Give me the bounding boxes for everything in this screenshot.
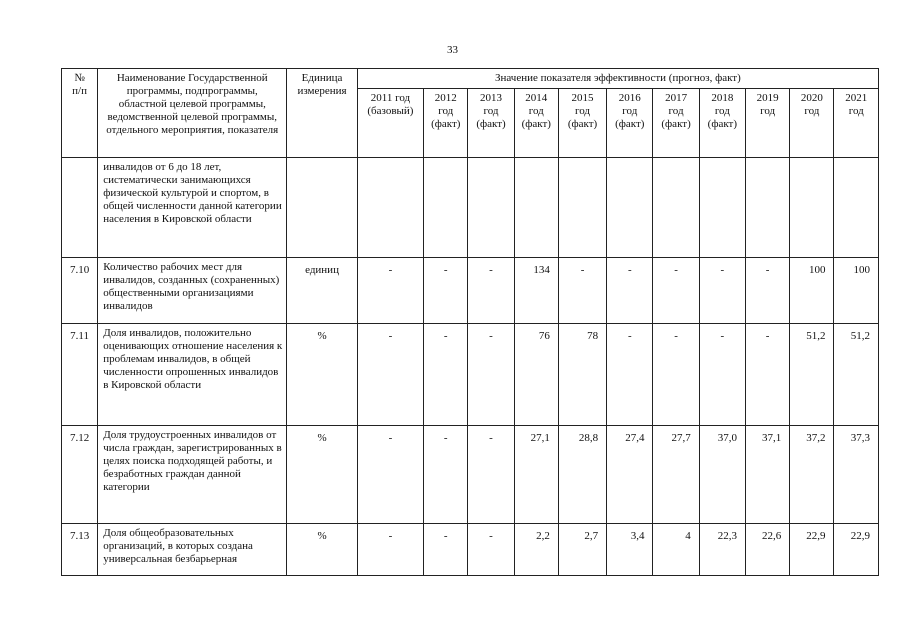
value-cell: -	[607, 258, 653, 324]
header-year: 2012 год (факт)	[424, 89, 468, 158]
value-cell: 51,2	[790, 324, 834, 426]
value-cell: 78	[558, 324, 606, 426]
value-cell: 28,8	[558, 426, 606, 524]
row-number: 7.10	[62, 258, 98, 324]
row-number: 7.11	[62, 324, 98, 426]
value-cell: -	[468, 324, 514, 426]
value-cell: -	[424, 324, 468, 426]
unit-cell: %	[287, 324, 357, 426]
header-year: 2019 год	[745, 89, 789, 158]
value-cell: 22,9	[790, 524, 834, 576]
value-cell: -	[424, 258, 468, 324]
unit-cell	[287, 158, 357, 258]
header-num: № п/п	[62, 69, 98, 158]
value-cell: 51,2	[834, 324, 879, 426]
value-cell	[834, 158, 879, 258]
value-cell: -	[357, 258, 423, 324]
value-cell: 4	[653, 524, 699, 576]
value-cell: -	[653, 258, 699, 324]
header-row	[62, 69, 879, 89]
value-cell	[653, 158, 699, 258]
unit-cell: %	[287, 524, 357, 576]
indicator-name: инвалидов от 6 до 18 лет, систематически занимающихся физической культурой и спортом, в общей численности данной категории населения в Кировской области	[98, 158, 287, 258]
header-year: 2014 год (факт)	[514, 89, 558, 158]
table-row	[62, 524, 879, 576]
value-cell: 27,1	[514, 426, 558, 524]
value-cell: -	[424, 426, 468, 524]
header-year: 2018 год (факт)	[699, 89, 745, 158]
value-cell: 100	[834, 258, 879, 324]
indicator-name: Доля трудоустроенных инвалидов от числа граждан, зарегистрированных в целях поиска подходящей работы, и безработных граждан данной категории	[98, 426, 287, 524]
indicator-name: Доля общеобразовательных организаций, в которых создана универсальная безбарьерная	[98, 524, 287, 576]
table-row	[62, 258, 879, 324]
value-cell: -	[468, 524, 514, 576]
value-cell: 134	[514, 258, 558, 324]
value-cell	[558, 158, 606, 258]
value-cell: 37,2	[790, 426, 834, 524]
value-cell: 27,4	[607, 426, 653, 524]
row-number: 7.13	[62, 524, 98, 576]
value-cell: -	[699, 324, 745, 426]
unit-cell: %	[287, 426, 357, 524]
header-year: 2015 год (факт)	[558, 89, 606, 158]
header-name: Наименование Государственной программы, подпрограммы, областной целевой программы, ведомственной целевой программы, отдельного мероприятия, показателя	[98, 69, 287, 158]
value-cell: 22,3	[699, 524, 745, 576]
header-year: 2013 год (факт)	[468, 89, 514, 158]
value-cell	[699, 158, 745, 258]
value-cell	[424, 158, 468, 258]
page-number: 33	[447, 44, 458, 56]
value-cell: -	[357, 426, 423, 524]
value-cell: 37,0	[699, 426, 745, 524]
header-year: 2020 год	[790, 89, 834, 158]
value-cell: 22,9	[834, 524, 879, 576]
value-cell: -	[653, 324, 699, 426]
value-cell: 37,1	[745, 426, 789, 524]
header-year: 2016 год (факт)	[607, 89, 653, 158]
table-row	[62, 426, 879, 524]
value-cell: -	[468, 426, 514, 524]
value-cell: 3,4	[607, 524, 653, 576]
value-cell: 100	[790, 258, 834, 324]
value-cell: 76	[514, 324, 558, 426]
header-year: 2017 год (факт)	[653, 89, 699, 158]
value-cell: -	[468, 258, 514, 324]
value-cell: 37,3	[834, 426, 879, 524]
value-cell: -	[745, 258, 789, 324]
value-cell: 2,2	[514, 524, 558, 576]
row-number	[62, 158, 98, 258]
value-cell	[607, 158, 653, 258]
value-cell: -	[357, 324, 423, 426]
value-cell	[357, 158, 423, 258]
value-cell	[745, 158, 789, 258]
value-cell: -	[424, 524, 468, 576]
value-cell	[790, 158, 834, 258]
value-cell: -	[699, 258, 745, 324]
header-year: 2011 год (базовый)	[357, 89, 423, 158]
value-cell: -	[607, 324, 653, 426]
indicator-table	[61, 68, 879, 576]
value-cell: -	[558, 258, 606, 324]
value-cell: 22,6	[745, 524, 789, 576]
row-number: 7.12	[62, 426, 98, 524]
header-values-group: Значение показателя эффективности (прогноз, факт)	[357, 69, 878, 89]
value-cell: -	[745, 324, 789, 426]
indicator-name: Доля инвалидов, положительно оценивающих отношение населения к проблемам инвалидов, в общей численности опрошенных инвалидов в Кировской области	[98, 324, 287, 426]
value-cell	[468, 158, 514, 258]
value-cell: -	[357, 524, 423, 576]
value-cell	[514, 158, 558, 258]
table-row	[62, 158, 879, 258]
indicator-name: Количество рабочих мест для инвалидов, созданных (сохраненных) общественными организациями инвалидов	[98, 258, 287, 324]
header-year: 2021 год	[834, 89, 879, 158]
value-cell: 27,7	[653, 426, 699, 524]
value-cell: 2,7	[558, 524, 606, 576]
table-row	[62, 324, 879, 426]
unit-cell: единиц	[287, 258, 357, 324]
header-unit: Единица измерения	[287, 69, 357, 158]
